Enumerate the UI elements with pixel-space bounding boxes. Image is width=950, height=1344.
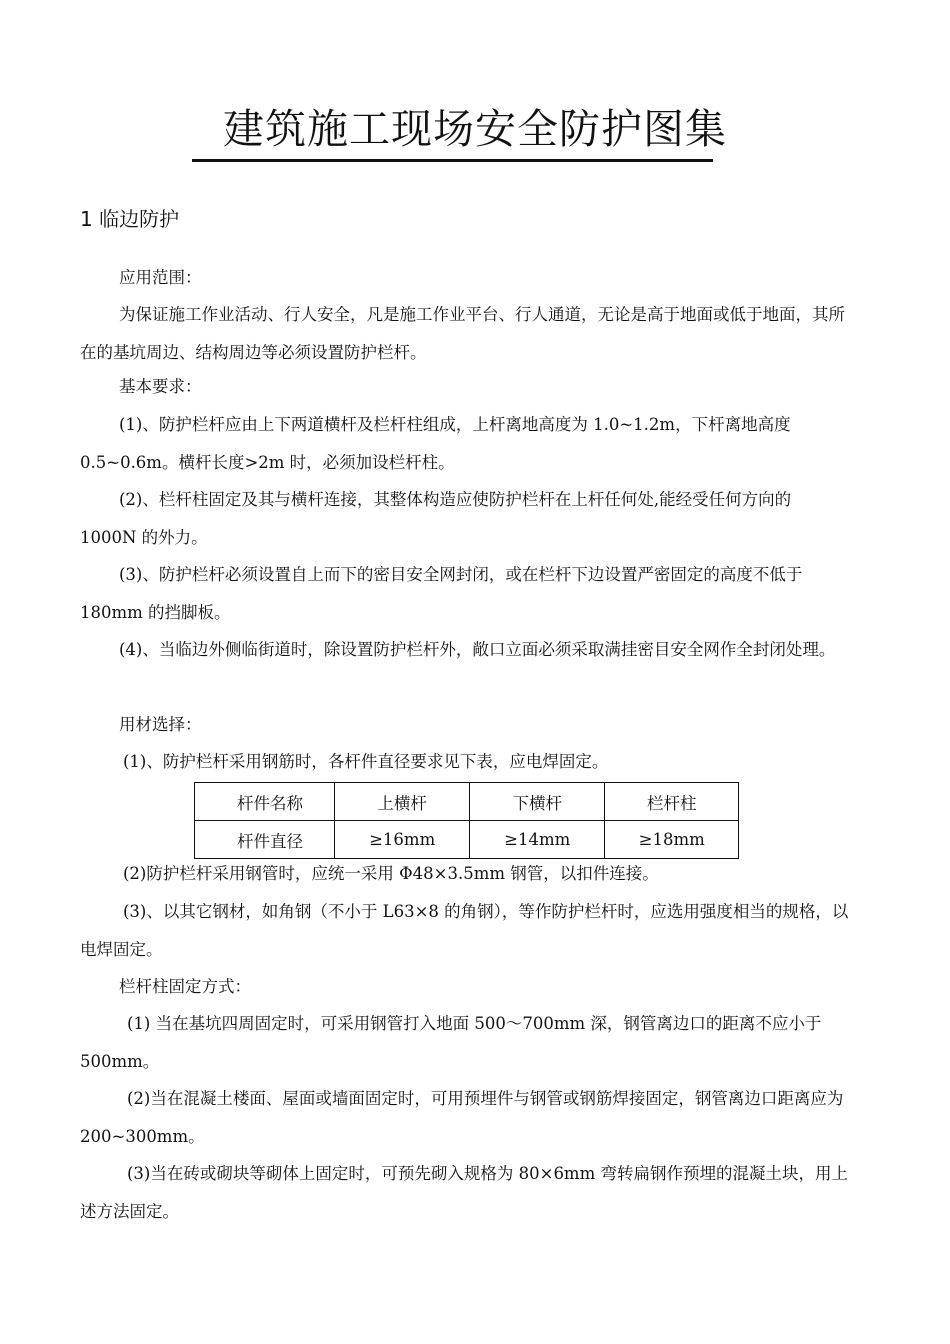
- paragraph: (3)、防护栏杆必须设置自上而下的密目安全网封闭，或在栏杆下边设置严密固定的高度不低于 180mm 的挡脚板。: [80, 565, 803, 622]
- paragraph: (3)、以其它钢材，如角钢（不小于 L63×8 的角钢），等作防护栏杆时，应选用强度相当的规格，以电焊固定。: [80, 902, 849, 959]
- title-underline: [192, 159, 713, 162]
- paragraph: (2)、栏杆柱固定及其与横杆连接，其整体构造应使防护栏杆在上杆任何处,能经受任何方向的 1000N 的外力。: [80, 490, 792, 547]
- paragraph: (2)当在混凝土楼面、屋面或墙面固定时，可用预埋件与钢管或钢筋焊接固定，钢管离边口距离应为 200~300mm。: [80, 1089, 844, 1146]
- paragraph: 基本要求：: [119, 377, 202, 396]
- document-title: 建筑施工现场安全防护图集: [223, 105, 727, 153]
- paragraph: 应用范围：: [119, 268, 202, 287]
- paragraph: 栏杆柱固定方式：: [119, 977, 251, 996]
- table-cell: 下横杆: [469, 783, 605, 821]
- paragraph: (4)、当临边外侧临街道时，除设置防护栏杆外，敞口立面必须采取满挂密目安全网作全封闭处理。: [119, 640, 836, 659]
- paragraph: (1)、防护栏杆采用钢筋时，各杆件直径要求见下表，应电焊固定。: [123, 752, 609, 771]
- paragraph: (3)当在砖或砌块等砌体上固定时，可预先砌入规格为 80×6mm 弯转扁钢作预埋的混凝土块，用上述方法固定。: [80, 1164, 848, 1221]
- table-cell: 上横杆: [335, 783, 470, 821]
- paragraph: (1) 当在基坑四周固定时，可采用钢管打入地面 500～700mm 深，钢管离边口的距离不应小于 500mm。: [80, 1014, 822, 1071]
- table-cell: 杆件名称: [195, 783, 335, 821]
- table-row: [195, 821, 739, 859]
- paragraph: 为保证施工作业活动、行人安全，凡是施工作业平台、行人通道，无论是高于地面或低于地面，其所在的基坑周边、结构周边等必须设置防护栏杆。: [80, 305, 845, 362]
- table-cell: 杆件直径: [195, 821, 335, 859]
- table-cell: ≥18mm: [605, 821, 739, 859]
- table-cell: ≥14mm: [469, 821, 605, 859]
- paragraph: (2)防护栏杆采用钢管时，应统一采用 Φ48×3.5mm 钢管，以扣件连接。: [123, 864, 659, 883]
- table-cell: 栏杆柱: [605, 783, 739, 821]
- table-row: [195, 783, 739, 821]
- section-heading: 1 临边防护: [80, 207, 180, 231]
- table-cell: ≥16mm: [335, 821, 470, 859]
- paragraph: (1)、防护栏杆应由上下两道横杆及栏杆柱组成，上杆离地高度为 1.0~1.2m，下杆离地高度 0.5~0.6m。横杆长度>2m 时，必须加设栏杆柱。: [80, 415, 791, 472]
- paragraph: 用材选择：: [119, 715, 202, 734]
- diameter-table: [194, 782, 739, 859]
